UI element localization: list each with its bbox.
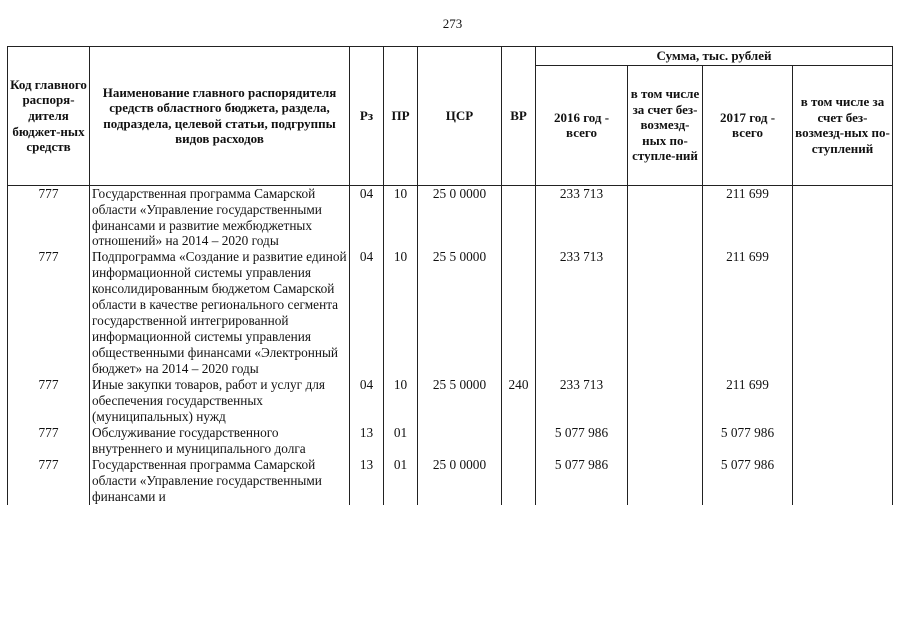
cell-csr: 25 5 0000 [418,377,502,425]
cell-2016-free [628,249,703,377]
header-vr: ВР [502,47,536,186]
cell-name: Государственная программа Самарской области «Управление государственными финансами и [90,457,350,505]
header-2016-free: в том числе за счет без-возмезд-ных по-ступле-ний [628,65,703,185]
cell-2017-free [793,425,893,457]
header-csr: ЦСР [418,47,502,186]
table-row [8,377,893,425]
cell-code: 777 [8,249,90,377]
cell-rz: 04 [350,249,384,377]
cell-csr [418,425,502,457]
cell-2016-free [628,425,703,457]
cell-rz: 13 [350,425,384,457]
cell-pr: 10 [384,185,418,249]
cell-code: 777 [8,185,90,249]
cell-2016-free [628,457,703,505]
header-rz: Рз [350,47,384,186]
cell-code: 777 [8,377,90,425]
cell-2017-total: 211 699 [703,249,793,377]
cell-2017-free [793,377,893,425]
cell-vr [502,249,536,377]
cell-pr: 01 [384,425,418,457]
table-row [8,457,893,505]
cell-2016-free [628,185,703,249]
cell-name: Иные закупки товаров, работ и услуг для обеспечения государственных (муниципальных) нужд [90,377,350,425]
cell-2016-total: 233 713 [536,377,628,425]
header-sum-group: Сумма, тыс. рублей [536,47,893,66]
cell-vr [502,425,536,457]
cell-rz: 13 [350,457,384,505]
cell-name: Подпрограмма «Создание и развитие единой информационной системы управления консолидированным бюджетом Самарской области в качестве регионального сегмента государственной интегрированной информационной системы управления общественными финансами «Электронный бюджет» на 2014 – 2020 годы [90,249,350,377]
cell-2017-free [793,185,893,249]
cell-rz: 04 [350,377,384,425]
cell-csr: 25 0 0000 [418,185,502,249]
header-2017-free: в том числе за счет без-возмезд-ных по-ступлений [793,65,893,185]
cell-2016-total: 233 713 [536,249,628,377]
cell-2016-total: 233 713 [536,185,628,249]
cell-2017-free [793,249,893,377]
cell-code: 777 [8,425,90,457]
cell-2016-total: 5 077 986 [536,425,628,457]
cell-2017-total: 211 699 [703,377,793,425]
table-body [8,185,893,505]
header-code: Код главного распоря-дителя бюджет-ных средств [8,47,90,186]
cell-vr: 240 [502,377,536,425]
budget-table [7,46,893,505]
cell-2016-total: 5 077 986 [536,457,628,505]
header-2017-total: 2017 год - всего [703,65,793,185]
header-name: Наименование главного распорядителя средств областного бюджета, раздела, подраздела, целевой статьи, подгруппы видов расходов [90,47,350,186]
cell-name: Обслуживание государственного внутреннего и муниципального долга [90,425,350,457]
cell-pr: 10 [384,249,418,377]
cell-2017-total: 211 699 [703,185,793,249]
header-pr: ПР [384,47,418,186]
cell-2017-total: 5 077 986 [703,457,793,505]
header-2016-total: 2016 год - всего [536,65,628,185]
cell-2017-free [793,457,893,505]
table-row [8,249,893,377]
cell-vr [502,185,536,249]
cell-csr: 25 5 0000 [418,249,502,377]
cell-pr: 01 [384,457,418,505]
cell-name: Государственная программа Самарской области «Управление государственными финансами и развитие межбюджетных отношений» на 2014 – 2020 годы [90,185,350,249]
table-row [8,185,893,249]
cell-csr: 25 0 0000 [418,457,502,505]
cell-pr: 10 [384,377,418,425]
table-row [8,425,893,457]
cell-2017-total: 5 077 986 [703,425,793,457]
cell-2016-free [628,377,703,425]
cell-vr [502,457,536,505]
cell-code: 777 [8,457,90,505]
cell-rz: 04 [350,185,384,249]
page-number: 273 [442,16,463,31]
